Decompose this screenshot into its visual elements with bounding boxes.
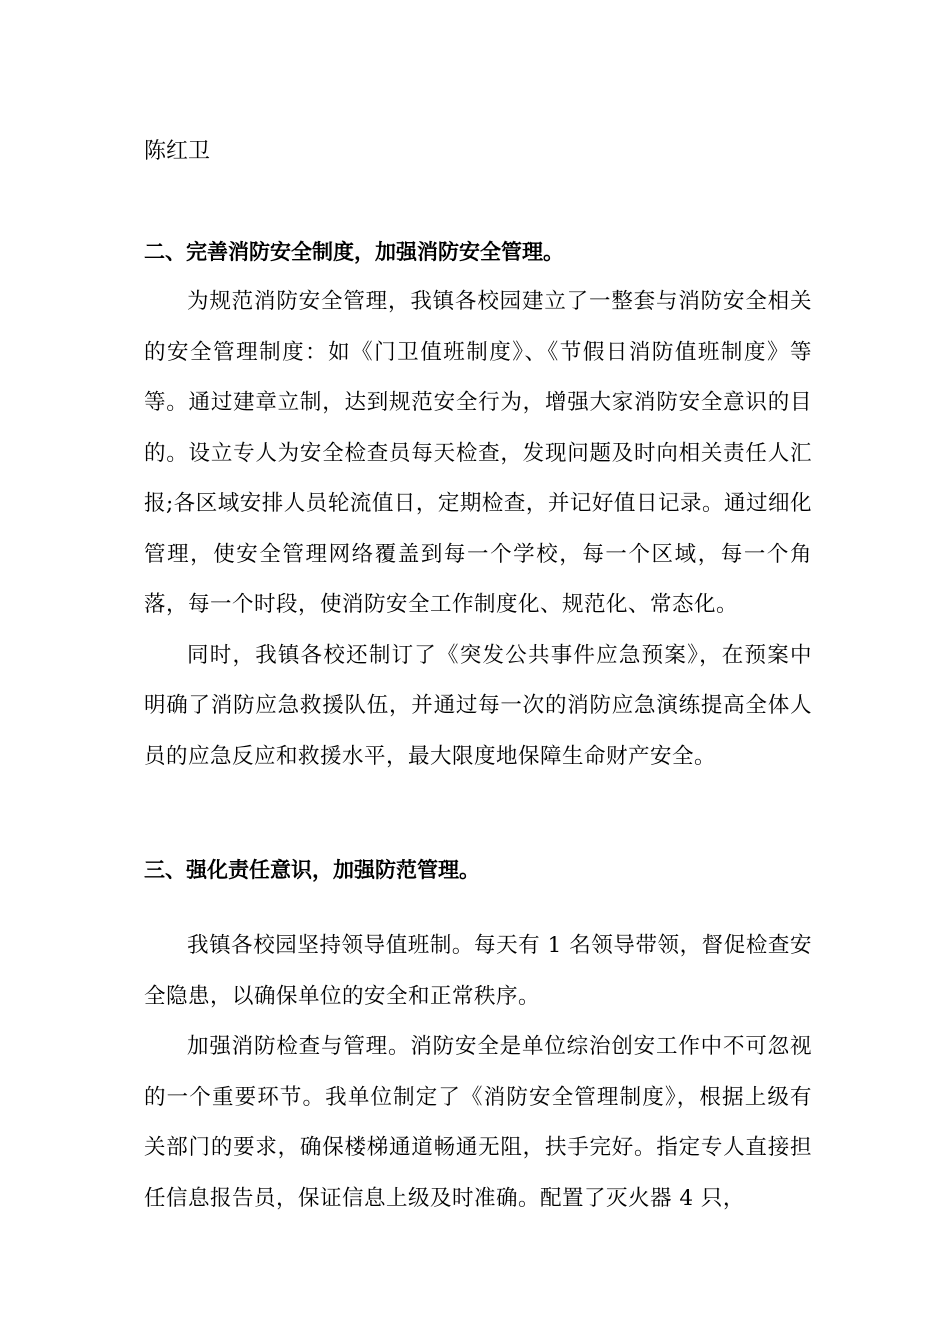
section-body-2 (144, 277, 812, 782)
paragraph: 我镇各校园坚持领导值班制。每天有 1 名领导带领，督促检查安全隐患，以确保单位的安全和正常秩序。 (144, 933, 812, 1009)
section-heading-3: 三、强化责任意识，加强防范管理。 (144, 857, 480, 882)
paragraph: 为规范消防安全管理，我镇各校园建立了一整套与消防安全相关的安全管理制度：如《门卫值班制度》、《节假日消防值班制度》等等。通过建章立制，达到规范安全行为，增强大家消防安全意识的目的。设立专人为安全检查员每天检查，发现问题及时向相关责任人汇报;各区域安排人员轮流值日，定期检查，并记好值日记录。通过细化管理，使安全管理网络覆盖到每一个学校，每一个区域，每一个角落，每一个时段，使消防安全工作制度化、规范化、常态化。 (144, 289, 812, 617)
paragraph: 同时，我镇各校还制订了《突发公共事件应急预案》，在预案中明确了消防应急救援队伍，并通过每一次的消防应急演练提高全体人员的应急反应和救援水平，最大限度地保障生命财产安全。 (144, 642, 812, 769)
section-heading-2: 二、完善消防安全制度，加强消防安全管理。 (144, 239, 564, 264)
author-name: 陈红卫 (144, 139, 211, 164)
paragraph: 加强消防检查与管理。消防安全是单位综治创安工作中不可忽视的一个重要环节。我单位制定了《消防安全管理制度》，根据上级有关部门的要求，确保楼梯通道畅通无阻，扶手完好。指定专人直接担任信息报告员，保证信息上级及时准确。配置了灭火器 4 只， (144, 1034, 812, 1211)
section-body-3 (144, 921, 812, 1224)
